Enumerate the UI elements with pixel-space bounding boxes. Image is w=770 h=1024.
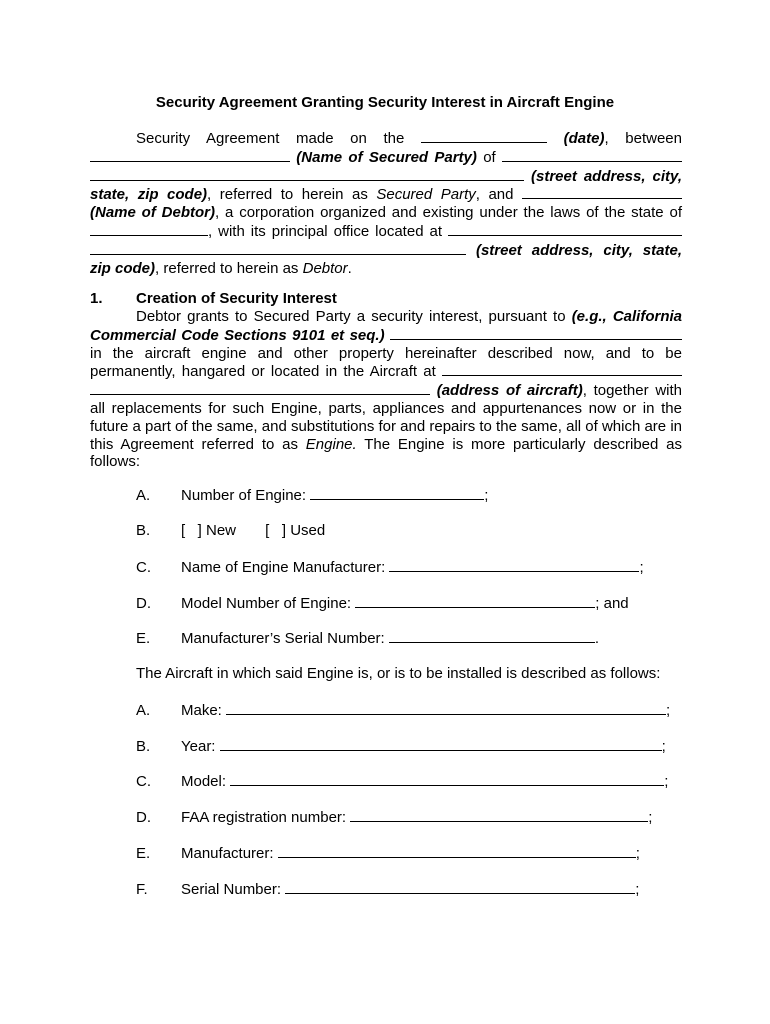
zip-code-label: zip code) — [90, 259, 156, 277]
statute-blank[interactable] — [390, 326, 682, 340]
engine-term: Engine. — [305, 435, 357, 453]
item-label: Manufacturer: — [181, 845, 274, 862]
aircraft-item-f — [136, 880, 639, 899]
debtor-label: (Name of Debtor) — [90, 204, 216, 222]
debtor-name-blank[interactable] — [522, 185, 682, 199]
item-letter: E. — [136, 845, 151, 862]
aircraft-intro: The Aircraft in which said Engine is, or is to be installed is described as follows: — [136, 665, 661, 682]
item-label: Manufacturer’s Serial Number: — [181, 630, 385, 647]
item-letter: D. — [136, 595, 151, 612]
engine-serial-blank[interactable] — [389, 629, 595, 643]
aircraft-item-c — [136, 772, 668, 791]
engine-item-b — [136, 522, 325, 540]
item-suffix: ; — [648, 809, 653, 826]
secured-party-address-blank-1[interactable] — [502, 148, 682, 162]
item-letter: D. — [136, 809, 151, 826]
and-text: , and — [475, 186, 514, 204]
aircraft-address-blank-2[interactable] — [90, 381, 430, 395]
state-blank[interactable] — [90, 222, 208, 236]
item-suffix: ; — [666, 702, 671, 719]
section-1-text-b: in the aircraft engine and other property hereinafter described now, and to be permanently, hangared or located in the Aircraft at — [90, 344, 682, 381]
section-1-paragraph — [90, 308, 682, 471]
item-label: Model Number of Engine: — [181, 595, 352, 612]
date-label: (date) — [563, 130, 605, 147]
item-suffix: . — [594, 630, 600, 647]
item-letter: C. — [136, 559, 151, 576]
period: . — [347, 259, 352, 277]
engine-model-blank[interactable] — [355, 594, 595, 608]
document-title: Security Agreement Granting Security Interest in Aircraft Engine — [155, 94, 615, 111]
intro-text: Security Agreement made on the — [136, 130, 405, 147]
statute-label: (e.g., California Commercial Code Sections 9101 et seq.) — [90, 308, 682, 344]
street-address-label: (street address, — [531, 167, 646, 185]
secured-party-address-blank-2[interactable] — [90, 167, 524, 181]
section-1-text-d: The Engine is more particularly described as follows: — [90, 435, 683, 471]
item-letter: B. — [136, 522, 151, 539]
corporation-text: , a corporation organized and existing under the laws of the state of — [215, 204, 682, 222]
aircraft-serial-blank[interactable] — [285, 880, 635, 894]
item-letter: F. — [136, 881, 148, 898]
aircraft-address-label: (address of aircraft) — [436, 382, 583, 400]
date-blank[interactable] — [421, 129, 547, 143]
section-1-text-a: Debtor grants to Secured Party a security interest, pursuant to — [136, 308, 566, 325]
item-label: Model: — [181, 773, 227, 790]
section-number: 1. — [90, 290, 103, 307]
of-text: of — [483, 148, 496, 166]
item-suffix: ; — [664, 773, 669, 790]
debtor-address-blank-2[interactable] — [90, 241, 466, 255]
item-suffix: ; — [484, 487, 489, 504]
item-suffix: ; — [635, 845, 640, 862]
aircraft-item-d — [136, 808, 652, 827]
item-label: Make: — [181, 702, 222, 719]
engine-item-a — [136, 486, 488, 505]
item-letter: A. — [136, 487, 151, 504]
debtor-address-blank-1[interactable] — [448, 222, 682, 236]
item-suffix: ; and — [595, 595, 629, 612]
engine-number-blank[interactable] — [310, 486, 484, 500]
item-label: Name of Engine Manufacturer: — [181, 559, 386, 576]
section-1-heading — [90, 290, 337, 308]
section-1-text-c: , together with all replacements for such Engine, parts, appliances and appurtenances now or in the future a part of the same, and substitutions for and repairs to the same, all of which are in this Agreement referred to as — [90, 382, 682, 453]
item-suffix: ; — [661, 738, 666, 755]
aircraft-model-blank[interactable] — [230, 772, 664, 786]
item-letter: C. — [136, 773, 151, 790]
item-label: Year: — [181, 738, 216, 755]
item-label: Serial Number: — [181, 881, 282, 898]
new-used-checkboxes[interactable]: [ ] New [ ] Used — [181, 522, 326, 539]
faa-registration-blank[interactable] — [350, 808, 648, 822]
item-label: FAA registration number: — [181, 809, 347, 826]
aircraft-item-b — [136, 737, 666, 756]
item-letter: E. — [136, 630, 151, 647]
item-letter: B. — [136, 738, 151, 755]
item-suffix: ; — [639, 559, 644, 576]
item-label: Number of Engine: — [181, 487, 307, 504]
aircraft-item-e — [136, 844, 640, 863]
aircraft-item-a — [136, 701, 670, 720]
engine-item-e — [136, 629, 599, 648]
referred-debtor-text: , referred to herein as — [155, 259, 299, 277]
item-letter: A. — [136, 702, 151, 719]
engine-manufacturer-blank[interactable] — [389, 558, 639, 572]
debtor-term: Debtor — [302, 259, 348, 277]
street-city-state-label: (street address, city, state, — [475, 241, 682, 259]
principal-office-text: , with its principal office located at — [208, 222, 443, 240]
secured-party-blank[interactable] — [90, 148, 290, 162]
intro-paragraph — [90, 129, 682, 277]
engine-item-c — [136, 558, 644, 577]
section-title: Creation of Security Interest — [136, 290, 337, 307]
item-suffix: ; — [635, 881, 640, 898]
between-text: , between — [604, 130, 682, 147]
aircraft-address-blank-1[interactable] — [442, 362, 682, 376]
aircraft-year-blank[interactable] — [220, 737, 662, 751]
aircraft-manufacturer-blank[interactable] — [278, 844, 636, 858]
aircraft-make-blank[interactable] — [226, 701, 666, 715]
engine-item-d — [136, 594, 629, 613]
city-state-zip-label: city, state, zip code) — [90, 167, 683, 204]
secured-party-label: (Name of Secured Party) — [296, 148, 477, 166]
referred-text: , referred to herein as — [207, 186, 368, 204]
secured-party-term: Secured Party — [376, 186, 476, 204]
